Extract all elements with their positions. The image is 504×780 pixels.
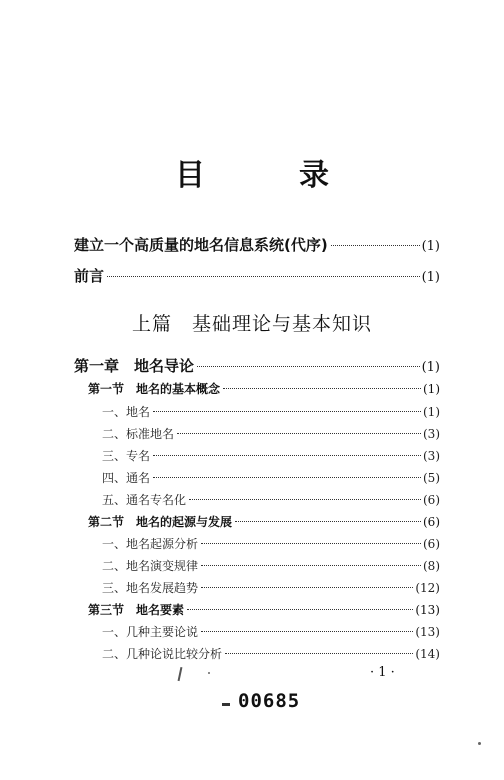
toc-entry-label: 第二节 地名的起源与发展 [88,515,233,529]
toc-entry-label: 第三节 地名要素 [88,603,185,617]
dot-leader [107,276,420,277]
toc-entry-item [102,645,440,662]
toc-page-number: (5) [423,471,440,485]
toc-entry-section [88,513,440,530]
dot-leader [153,411,421,412]
toc-entry-preface-2 [74,265,440,286]
toc-entry-item [102,403,440,420]
dot-leader [189,499,421,500]
toc-entry-label: 三、专名 [102,449,151,463]
dot-leader [187,609,413,610]
toc-entry-item [102,623,440,640]
toc-page-number: (3) [423,427,440,441]
dot-leader [201,543,421,544]
toc-page-number: (1) [423,382,440,396]
toc-page-number: (1) [421,239,440,254]
toc-page-number: (13) [415,625,440,639]
toc-page-number: (1) [423,405,440,419]
toc-page-number: (13) [415,603,440,617]
toc-entry-label: 第一章 地名导论 [74,357,195,375]
dot-leader [177,433,421,434]
toc-entry-label: 三、地名发展趋势 [102,581,199,595]
dot-leader [153,455,421,456]
toc-entry-label: 第一节 地名的基本概念 [88,382,221,396]
scan-mark [178,667,182,681]
toc-entry-label: 一、几种主要论说 [102,625,199,639]
toc-page-number: (3) [423,449,440,463]
toc-entry-item [102,469,440,486]
toc-entry-preface-1 [74,234,440,255]
toc-entry-label: 二、地名演变规律 [102,559,199,573]
toc-entry-item [102,579,440,596]
scan-speck [208,672,210,674]
toc-entry-item [102,425,440,442]
inventory-stamp: 00685 [238,690,301,712]
stamp-dash [222,703,230,706]
toc-page-number: (8) [423,559,440,573]
toc-entry-item [102,447,440,464]
page-folio: · 1 · [370,665,395,680]
toc-entry-label: 五、通名专名化 [102,493,187,507]
dot-leader [201,631,413,632]
toc-entry-item [102,491,440,508]
dot-leader [225,653,413,654]
toc-page-number: (1) [421,360,440,375]
toc-entry-label: 二、几种论说比较分析 [102,647,223,661]
dot-leader [201,565,421,566]
toc-entry-section [88,601,440,618]
toc-entry-label: 一、地名起源分析 [102,537,199,551]
toc-page-number: (6) [423,537,440,551]
toc-entry-label: 建立一个高质量的地名信息系统(代序) [74,236,328,254]
toc-entry-item [102,535,440,552]
scan-speck [478,742,481,745]
toc-entry-chapter [74,355,440,376]
page-title: 目 录 [175,158,361,193]
toc-entry-label: 前言 [74,267,105,285]
dot-leader [153,477,421,478]
toc-page-number: (12) [415,581,440,595]
dot-leader [331,245,420,246]
toc-entry-section [88,380,440,397]
toc-page-number: (6) [423,515,440,529]
dot-leader [201,587,413,588]
dot-leader [223,388,421,389]
toc-entry-label: 一、地名 [102,405,151,419]
toc-entry-label: 四、通名 [102,471,151,485]
dot-leader [235,521,421,522]
toc-page-number: (14) [415,647,440,661]
toc-entry-label: 二、标准地名 [102,427,175,441]
toc-entry-item [102,557,440,574]
toc-page-number: (6) [423,493,440,507]
dot-leader [197,366,420,367]
toc-page-number: (1) [421,270,440,285]
part-heading: 上篇 基础理论与基本知识 [131,313,372,335]
